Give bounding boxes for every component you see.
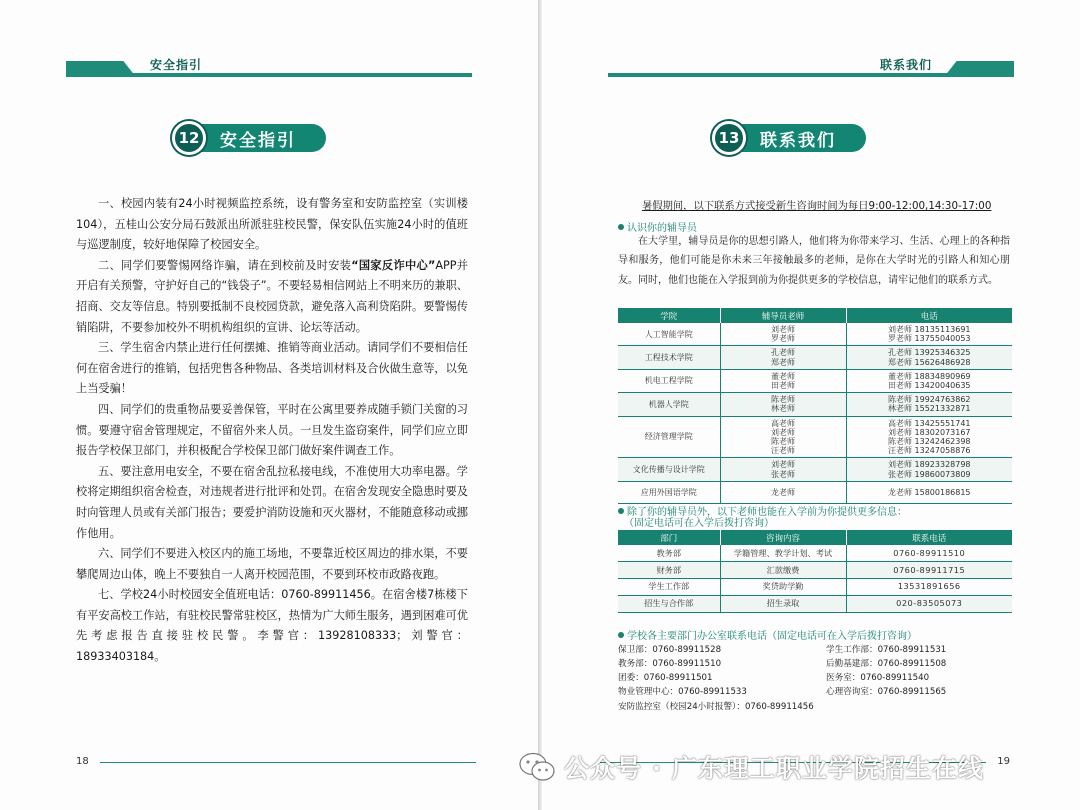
- header-title: 安全指引: [150, 58, 203, 72]
- column-header: 联系电话: [846, 530, 1012, 545]
- bullet-dot-icon: [618, 224, 624, 230]
- running-header: [608, 59, 1014, 77]
- table-row: [618, 458, 1012, 481]
- college-cell: 应用外国语学院: [618, 481, 720, 504]
- table-row: [618, 595, 1012, 612]
- table-row: [618, 545, 1012, 562]
- teachers-cell: [720, 458, 846, 481]
- department-cell: 学生工作部: [618, 579, 720, 596]
- table-header-row: [618, 530, 1012, 545]
- teacher-name: 董老师: [771, 371, 795, 381]
- page-number: 19: [997, 756, 1010, 767]
- other-teachers-heading: 除了你的辅导员外，以下老师也能在入学前为你提供更多信息：: [618, 503, 907, 518]
- paragraph: 三、学生宿舍内禁止进行任何摆摊、推销等商业活动。请同学们不要相信任何在宿舍进行的推销，包括兜售各种物品、各类培训材料及合伙做生意等，以免上当受骗！: [76, 341, 468, 396]
- contact-item: 保卫部：0760-89911528: [618, 645, 722, 655]
- consult-hours-notice: 暑假期间，以下联系方式接受新生咨询时间为每日9:00-12:00,14:30-17:00: [642, 200, 992, 212]
- right-page: [542, 0, 1080, 810]
- contact-item: 医务室：0760-89911540: [826, 673, 930, 683]
- college-cell: 机电工程学院: [618, 369, 720, 392]
- counselor-table: [618, 308, 1012, 504]
- section-badge: [712, 122, 866, 154]
- teachers-cell: [720, 481, 846, 504]
- phones-cell: [846, 346, 1012, 369]
- table-row: [618, 481, 1012, 504]
- paragraph: 六、同学们不要进入校区内的施工场地，不要靠近校区周边的排水渠，不要攀爬周边山体，晚上不要独自一人离开校园范围，不要到环校市政路夜跑。: [76, 547, 468, 581]
- table-row: [618, 346, 1012, 369]
- teachers-cell: [720, 346, 846, 369]
- phones-cell: [846, 416, 1012, 458]
- table-row: [618, 369, 1012, 392]
- bullet-dot-icon: [618, 632, 624, 638]
- watermark-text: 公众号 · 广东理工职业学院招生在线: [564, 754, 984, 783]
- running-header: [66, 59, 472, 77]
- teacher-name: 陈老师: [771, 395, 795, 405]
- table-row: [618, 416, 1012, 458]
- college-cell: 人工智能学院: [618, 323, 720, 346]
- teacher-phone: 刘老师 18135113691: [887, 325, 971, 334]
- phones-cell: [846, 458, 1012, 481]
- section-title: 联系我们: [738, 124, 866, 152]
- header-title: 联系我们: [879, 58, 932, 72]
- teacher-name: 汪老师: [771, 446, 795, 456]
- contact-item: 心理咨询室：0760-89911565: [826, 687, 947, 697]
- page-number: 18: [76, 756, 89, 767]
- department-cell: 教务部: [618, 545, 720, 562]
- phones-cell: [846, 369, 1012, 392]
- teachers-cell: [720, 323, 846, 346]
- teacher-phone: 刘老师 18923328798: [887, 460, 971, 470]
- column-header: 学院: [618, 308, 720, 323]
- paragraph: 二、同学们要警惕网络诈骗，请在到校前及时安装“国家反诈中心”APP并开启有关预警，守护好自己的“钱袋子”。不要轻易相信网站上不明来历的兼职、招商、交友等信息。特别要抵制不良校园贷款，避免落入高利贷陷阱。要警惕传销陷阱，不要参加校外不明机构组织的宣讲、论坛等活动。: [76, 258, 468, 334]
- teacher-phone: 罗老师 13755040053: [887, 334, 971, 344]
- teachers-cell: [720, 393, 846, 416]
- contact-item: 学生工作部：0760-89911531: [826, 645, 947, 655]
- phones-cell: [846, 323, 1012, 346]
- column-header: 咨询内容: [720, 530, 846, 545]
- paragraph: 七、学校24小时校园安全值班电话：0760-89911456。在宿舍楼7栋楼下有平安高校工作站，有驻校民警常驻校区，热情为广大师生服务，遇到困难可优先考虑报告直接驻校民警。李警官：13928108333；刘警官：18933403184。: [76, 588, 468, 664]
- phone-cell: 0760-89911510: [846, 545, 1012, 562]
- header-rule: [66, 73, 472, 77]
- header-rule: [608, 73, 1014, 77]
- teacher-name: 刘老师: [771, 325, 795, 334]
- paragraph: 五、要注意用电安全，不要在宿舍乱拉私接电线，不准使用大功率电器。学校将定期组织宿舍检查，对违规者进行批评和处罚。在宿舍发现安全隐患时要及时向管理人员或有关部门报告；要爱护消防设施和灭火器材，不能随意移动或挪作他用。: [76, 464, 468, 540]
- teacher-phone: 龙老师 15800186815: [887, 488, 971, 498]
- teacher-phone: 高老师 13425551741: [887, 418, 971, 428]
- teacher-name: 林老师: [771, 404, 795, 414]
- teacher-name: 罗老师: [771, 334, 795, 344]
- content-cell: 学籍管理、教学计划、考试: [720, 545, 846, 562]
- content-cell: 汇款缴费: [720, 562, 846, 579]
- column-header: 部门: [618, 530, 720, 545]
- college-cell: 文化传播与设计学院: [618, 458, 720, 481]
- counselor-heading: 认识你的辅导员: [618, 219, 697, 234]
- column-header: 电话: [846, 308, 1012, 323]
- paragraph: 一、校园内装有24小时视频监控系统，设有警务室和安防监控室（实训楼104），五桂山公安分局石鼓派出所派驻驻校民警，保安队伍实施24小时的值班与巡逻制度，较好地保障了校园安全。: [76, 197, 468, 252]
- teacher-phone: 陈老师 19924763862: [887, 395, 971, 405]
- teacher-phone: 孔老师 13925346325: [887, 348, 971, 358]
- teachers-cell: [720, 416, 846, 458]
- content-cell: 奖贷助学勤: [720, 579, 846, 596]
- teacher-name: 孔老师: [771, 348, 795, 358]
- counselor-intro: 在大学里，辅导员是你的思想引路人，他们将为你带来学习、生活、心理上的各种指导和服务，他们可能是你未来三年接触最多的老师，是你在大学时光的引路人和知心朋友。同时，他们也能在入学报到前为你提供更多的学校信息，请牢记他们的联系方式。: [618, 236, 1010, 286]
- contact-item: 后勤基建部：0760-89911508: [826, 659, 947, 669]
- teacher-phone: 田老师 13420040635: [887, 381, 971, 391]
- wechat-watermark: [518, 747, 984, 787]
- phones-cell: [846, 393, 1012, 416]
- teacher-phone: 汪老师 13247058876: [887, 446, 971, 456]
- teacher-phone: 张老师 19860073809: [887, 469, 971, 479]
- college-cell: 经济管理学院: [618, 416, 720, 458]
- section-number: 12: [172, 121, 206, 155]
- phones-cell: [846, 481, 1012, 504]
- page-footer: [76, 756, 476, 768]
- section-title: 安全指引: [198, 124, 326, 152]
- contact-item: 安防监控室（校园24小时报警）：0760-89911456: [618, 702, 814, 712]
- contact-item: 团委：0760-89911501: [618, 673, 713, 683]
- teacher-name: 刘老师: [771, 427, 795, 437]
- table-row: [618, 579, 1012, 596]
- table-header-row: [618, 308, 1012, 323]
- teacher-name: 龙老师: [771, 488, 795, 498]
- phone-cell: 0760-89911715: [846, 562, 1012, 579]
- wechat-logo-icon: [518, 752, 556, 782]
- safety-guide-body: [76, 194, 468, 668]
- teachers-cell: [720, 369, 846, 392]
- section-badge: [172, 122, 326, 154]
- contact-item: 教务部：0760-89911510: [618, 659, 722, 669]
- teacher-phone: 陈老师 13242462398: [887, 437, 971, 447]
- teacher-name: 高老师: [771, 418, 795, 428]
- table-row: [618, 393, 1012, 416]
- column-header: 辅导员老师: [720, 308, 846, 323]
- contact-item: 物业管理中心：0760-89911533: [618, 687, 747, 697]
- department-cell: 招生与合作部: [618, 595, 720, 612]
- department-contacts-heading: 学校各主要部门办公室联系电话（固定电话可在入学后拨打咨询）: [618, 627, 917, 642]
- phone-cell: 020-83505073: [846, 595, 1012, 612]
- department-table: [618, 530, 1012, 613]
- teacher-phone: 郑老师 15626486928: [887, 357, 971, 367]
- teacher-name: 刘老师: [771, 460, 795, 470]
- teacher-name: 田老师: [771, 381, 795, 391]
- paragraph: 四、同学们的贵重物品要妥善保管，平时在公寓里要养成随手锁门关窗的习惯。要遵守宿舍管理规定，不留宿外来人员。一旦发生盗窃案件，同学们应立即报告学校保卫部门，并积极配合学校保卫部门做好案件调查工作。: [76, 402, 468, 458]
- college-cell: 机器人学院: [618, 393, 720, 416]
- app-name: “国家反诈中心”: [351, 258, 436, 272]
- other-teachers-note: （固定电话可在入学后拨打咨询）: [624, 518, 774, 529]
- college-cell: 工程技术学院: [618, 346, 720, 369]
- teacher-name: 郑老师: [771, 357, 795, 367]
- phone-cell: 13531891656: [846, 579, 1012, 596]
- teacher-phone: 董老师 18834890969: [887, 371, 971, 381]
- left-page: [0, 0, 538, 810]
- teacher-name: 张老师: [771, 469, 795, 479]
- table-row: [618, 323, 1012, 346]
- footer-rule: [100, 762, 476, 763]
- teacher-name: 陈老师: [771, 437, 795, 447]
- teacher-phone: 刘老师 18302073167: [887, 427, 971, 437]
- teacher-phone: 林老师 15521332871: [887, 404, 971, 414]
- department-cell: 财务部: [618, 562, 720, 579]
- table-row: [618, 562, 1012, 579]
- content-cell: 招生录取: [720, 595, 846, 612]
- section-number: 13: [712, 121, 746, 155]
